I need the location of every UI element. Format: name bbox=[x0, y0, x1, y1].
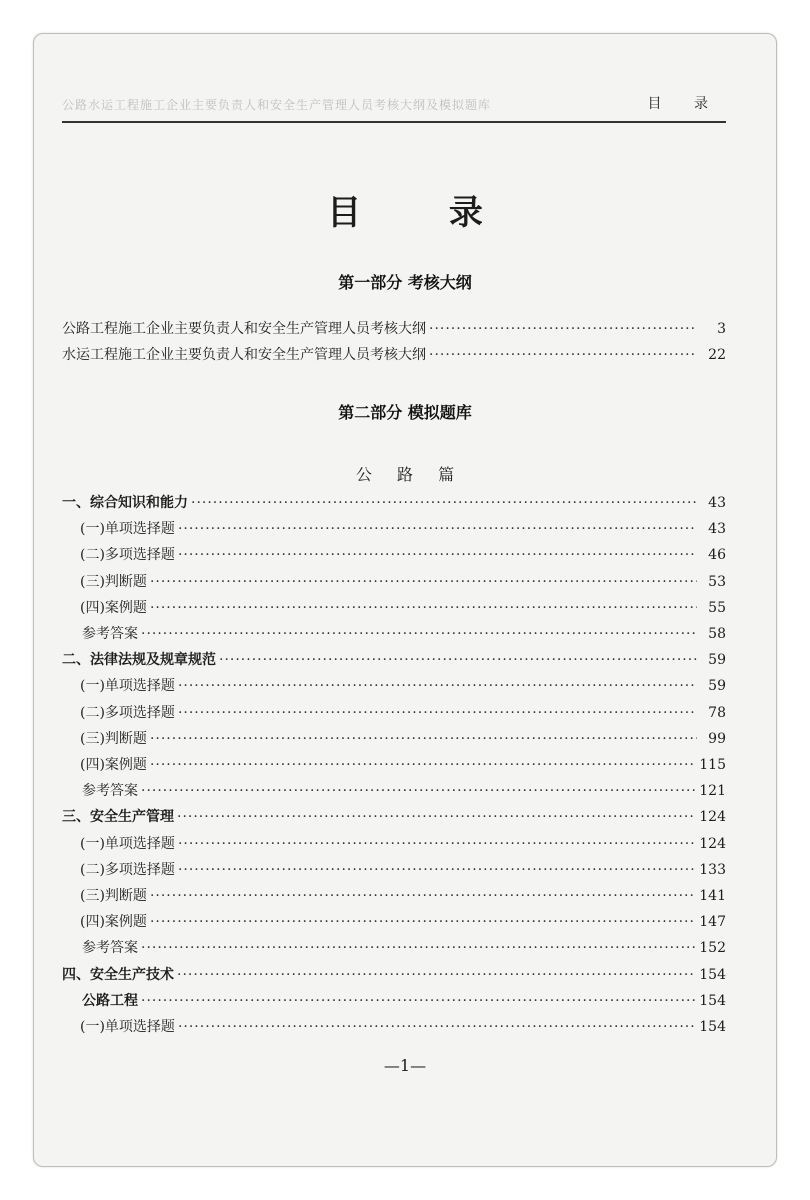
toc-entry-title: 三、安全生产管理 bbox=[62, 809, 174, 825]
toc-entry-title: (一)单项选择题 bbox=[80, 678, 175, 694]
toc-entry-page: 43 bbox=[708, 521, 726, 537]
page-title: 目 录 bbox=[327, 193, 521, 233]
toc-entry-title: (三)判断题 bbox=[80, 574, 147, 590]
toc-entry[interactable] bbox=[80, 911, 726, 935]
header-faint-text: 公路水运工程施工企业主要负责人和安全生产管理人员考核大纲及模拟题库 bbox=[62, 98, 492, 112]
toc-entry[interactable] bbox=[80, 728, 726, 752]
dot-leader bbox=[219, 652, 697, 668]
dot-leader bbox=[141, 626, 697, 642]
dot-leader bbox=[141, 783, 696, 799]
toc-entry[interactable] bbox=[80, 702, 726, 726]
dot-leader bbox=[150, 574, 697, 590]
dot-leader bbox=[178, 862, 696, 878]
dot-leader bbox=[150, 888, 696, 904]
dot-leader bbox=[178, 836, 696, 852]
part-two-heading: 第二部分 模拟题库 bbox=[338, 403, 472, 422]
toc-entry-page: 154 bbox=[699, 967, 726, 983]
toc-entry[interactable] bbox=[80, 544, 726, 568]
dot-leader bbox=[178, 547, 697, 563]
toc-chapter-entry[interactable] bbox=[62, 649, 726, 673]
toc-entry[interactable] bbox=[80, 885, 726, 909]
dot-leader bbox=[141, 940, 696, 956]
dot-leader bbox=[178, 705, 697, 721]
dot-leader bbox=[150, 731, 697, 747]
toc-entry-title: 公路工程 bbox=[82, 993, 138, 1009]
toc-entry[interactable] bbox=[80, 833, 726, 857]
toc-entry-title: (二)多项选择题 bbox=[80, 705, 175, 721]
toc-entry-page: 124 bbox=[699, 809, 726, 825]
toc-entry-title: (一)单项选择题 bbox=[80, 836, 175, 852]
toc-entry-title: 参考答案 bbox=[82, 940, 138, 956]
dot-leader bbox=[150, 914, 696, 930]
toc-entry-title: 四、安全生产技术 bbox=[62, 967, 174, 983]
dot-leader bbox=[429, 347, 697, 363]
toc-entry[interactable] bbox=[82, 780, 726, 804]
toc-entry-page: 121 bbox=[699, 783, 726, 799]
toc-entry-page: 59 bbox=[708, 678, 726, 694]
toc-entry-page: 147 bbox=[699, 914, 726, 930]
toc-entry-title: (二)多项选择题 bbox=[80, 547, 175, 563]
toc-chapter-entry[interactable] bbox=[62, 806, 726, 830]
toc-entry-title: (二)多项选择题 bbox=[80, 862, 175, 878]
toc-entry-title: 二、法律法规及规章规范 bbox=[62, 652, 216, 668]
dot-leader bbox=[178, 521, 697, 537]
dot-leader bbox=[150, 600, 697, 616]
toc-entry[interactable] bbox=[80, 754, 726, 778]
dot-leader bbox=[429, 321, 697, 337]
dot-leader bbox=[150, 757, 696, 773]
toc-entry-page: 22 bbox=[708, 347, 726, 363]
toc-entry-page: 124 bbox=[699, 836, 726, 852]
dot-leader bbox=[177, 809, 696, 825]
toc-entry-page: 141 bbox=[699, 888, 726, 904]
toc-entry-title: (四)案例题 bbox=[80, 757, 147, 773]
toc-entry-title: 水运工程施工企业主要负责人和安全生产管理人员考核大纲 bbox=[62, 347, 426, 363]
toc-entry[interactable] bbox=[82, 623, 726, 647]
toc-entry[interactable] bbox=[80, 1016, 726, 1040]
toc-entry[interactable] bbox=[80, 597, 726, 621]
dot-leader bbox=[141, 993, 696, 1009]
toc-entry-page: 154 bbox=[699, 993, 726, 1009]
part-one-heading: 第一部分 考核大纲 bbox=[338, 273, 472, 292]
toc-entry-page: 46 bbox=[708, 547, 726, 563]
toc-entry-page: 53 bbox=[708, 574, 726, 590]
toc-entry[interactable] bbox=[80, 571, 726, 595]
page-number: —1— bbox=[383, 1056, 427, 1075]
toc-entry-title: (三)判断题 bbox=[80, 888, 147, 904]
toc-entry-title: 一、综合知识和能力 bbox=[62, 495, 188, 511]
toc-entry-page: 78 bbox=[708, 705, 726, 721]
toc-entry-title: (一)单项选择题 bbox=[80, 1019, 175, 1035]
toc-entry-title: 参考答案 bbox=[82, 626, 138, 642]
header-section-label: 目 录 bbox=[647, 96, 722, 112]
toc-entry-page: 3 bbox=[717, 321, 726, 337]
toc-entry-title: (一)单项选择题 bbox=[80, 521, 175, 537]
toc-entry-title: 公路工程施工企业主要负责人和安全生产管理人员考核大纲 bbox=[62, 321, 426, 337]
toc-entry-page: 154 bbox=[699, 1019, 726, 1035]
toc-entry-title: 参考答案 bbox=[82, 783, 138, 799]
toc-entry-page: 115 bbox=[699, 757, 726, 773]
toc-entry[interactable] bbox=[80, 859, 726, 883]
toc-entry[interactable] bbox=[62, 344, 726, 368]
toc-entry-page: 59 bbox=[708, 652, 726, 668]
toc-chapter-entry[interactable] bbox=[62, 964, 726, 988]
toc-entry-page: 43 bbox=[708, 495, 726, 511]
toc-entry-page: 58 bbox=[708, 626, 726, 642]
section-heading: 公 路 篇 bbox=[355, 465, 465, 484]
dot-leader bbox=[178, 678, 697, 694]
toc-entry-page: 99 bbox=[708, 731, 726, 747]
dot-leader bbox=[178, 1019, 696, 1035]
running-header bbox=[62, 91, 726, 123]
dot-leader bbox=[177, 967, 696, 983]
toc-entry[interactable] bbox=[62, 318, 726, 342]
toc-entry-title: (三)判断题 bbox=[80, 731, 147, 747]
toc-chapter-entry[interactable] bbox=[62, 492, 726, 516]
toc-entry[interactable] bbox=[80, 518, 726, 542]
toc-entry[interactable] bbox=[82, 937, 726, 961]
toc-entry-page: 133 bbox=[699, 862, 726, 878]
toc-entry-title: (四)案例题 bbox=[80, 914, 147, 930]
toc-entry-page: 152 bbox=[699, 940, 726, 956]
toc-entry-page: 55 bbox=[708, 600, 726, 616]
toc-entry[interactable] bbox=[80, 675, 726, 699]
toc-entry-title: (四)案例题 bbox=[80, 600, 147, 616]
dot-leader bbox=[191, 495, 697, 511]
toc-subchapter-entry[interactable] bbox=[82, 990, 726, 1014]
